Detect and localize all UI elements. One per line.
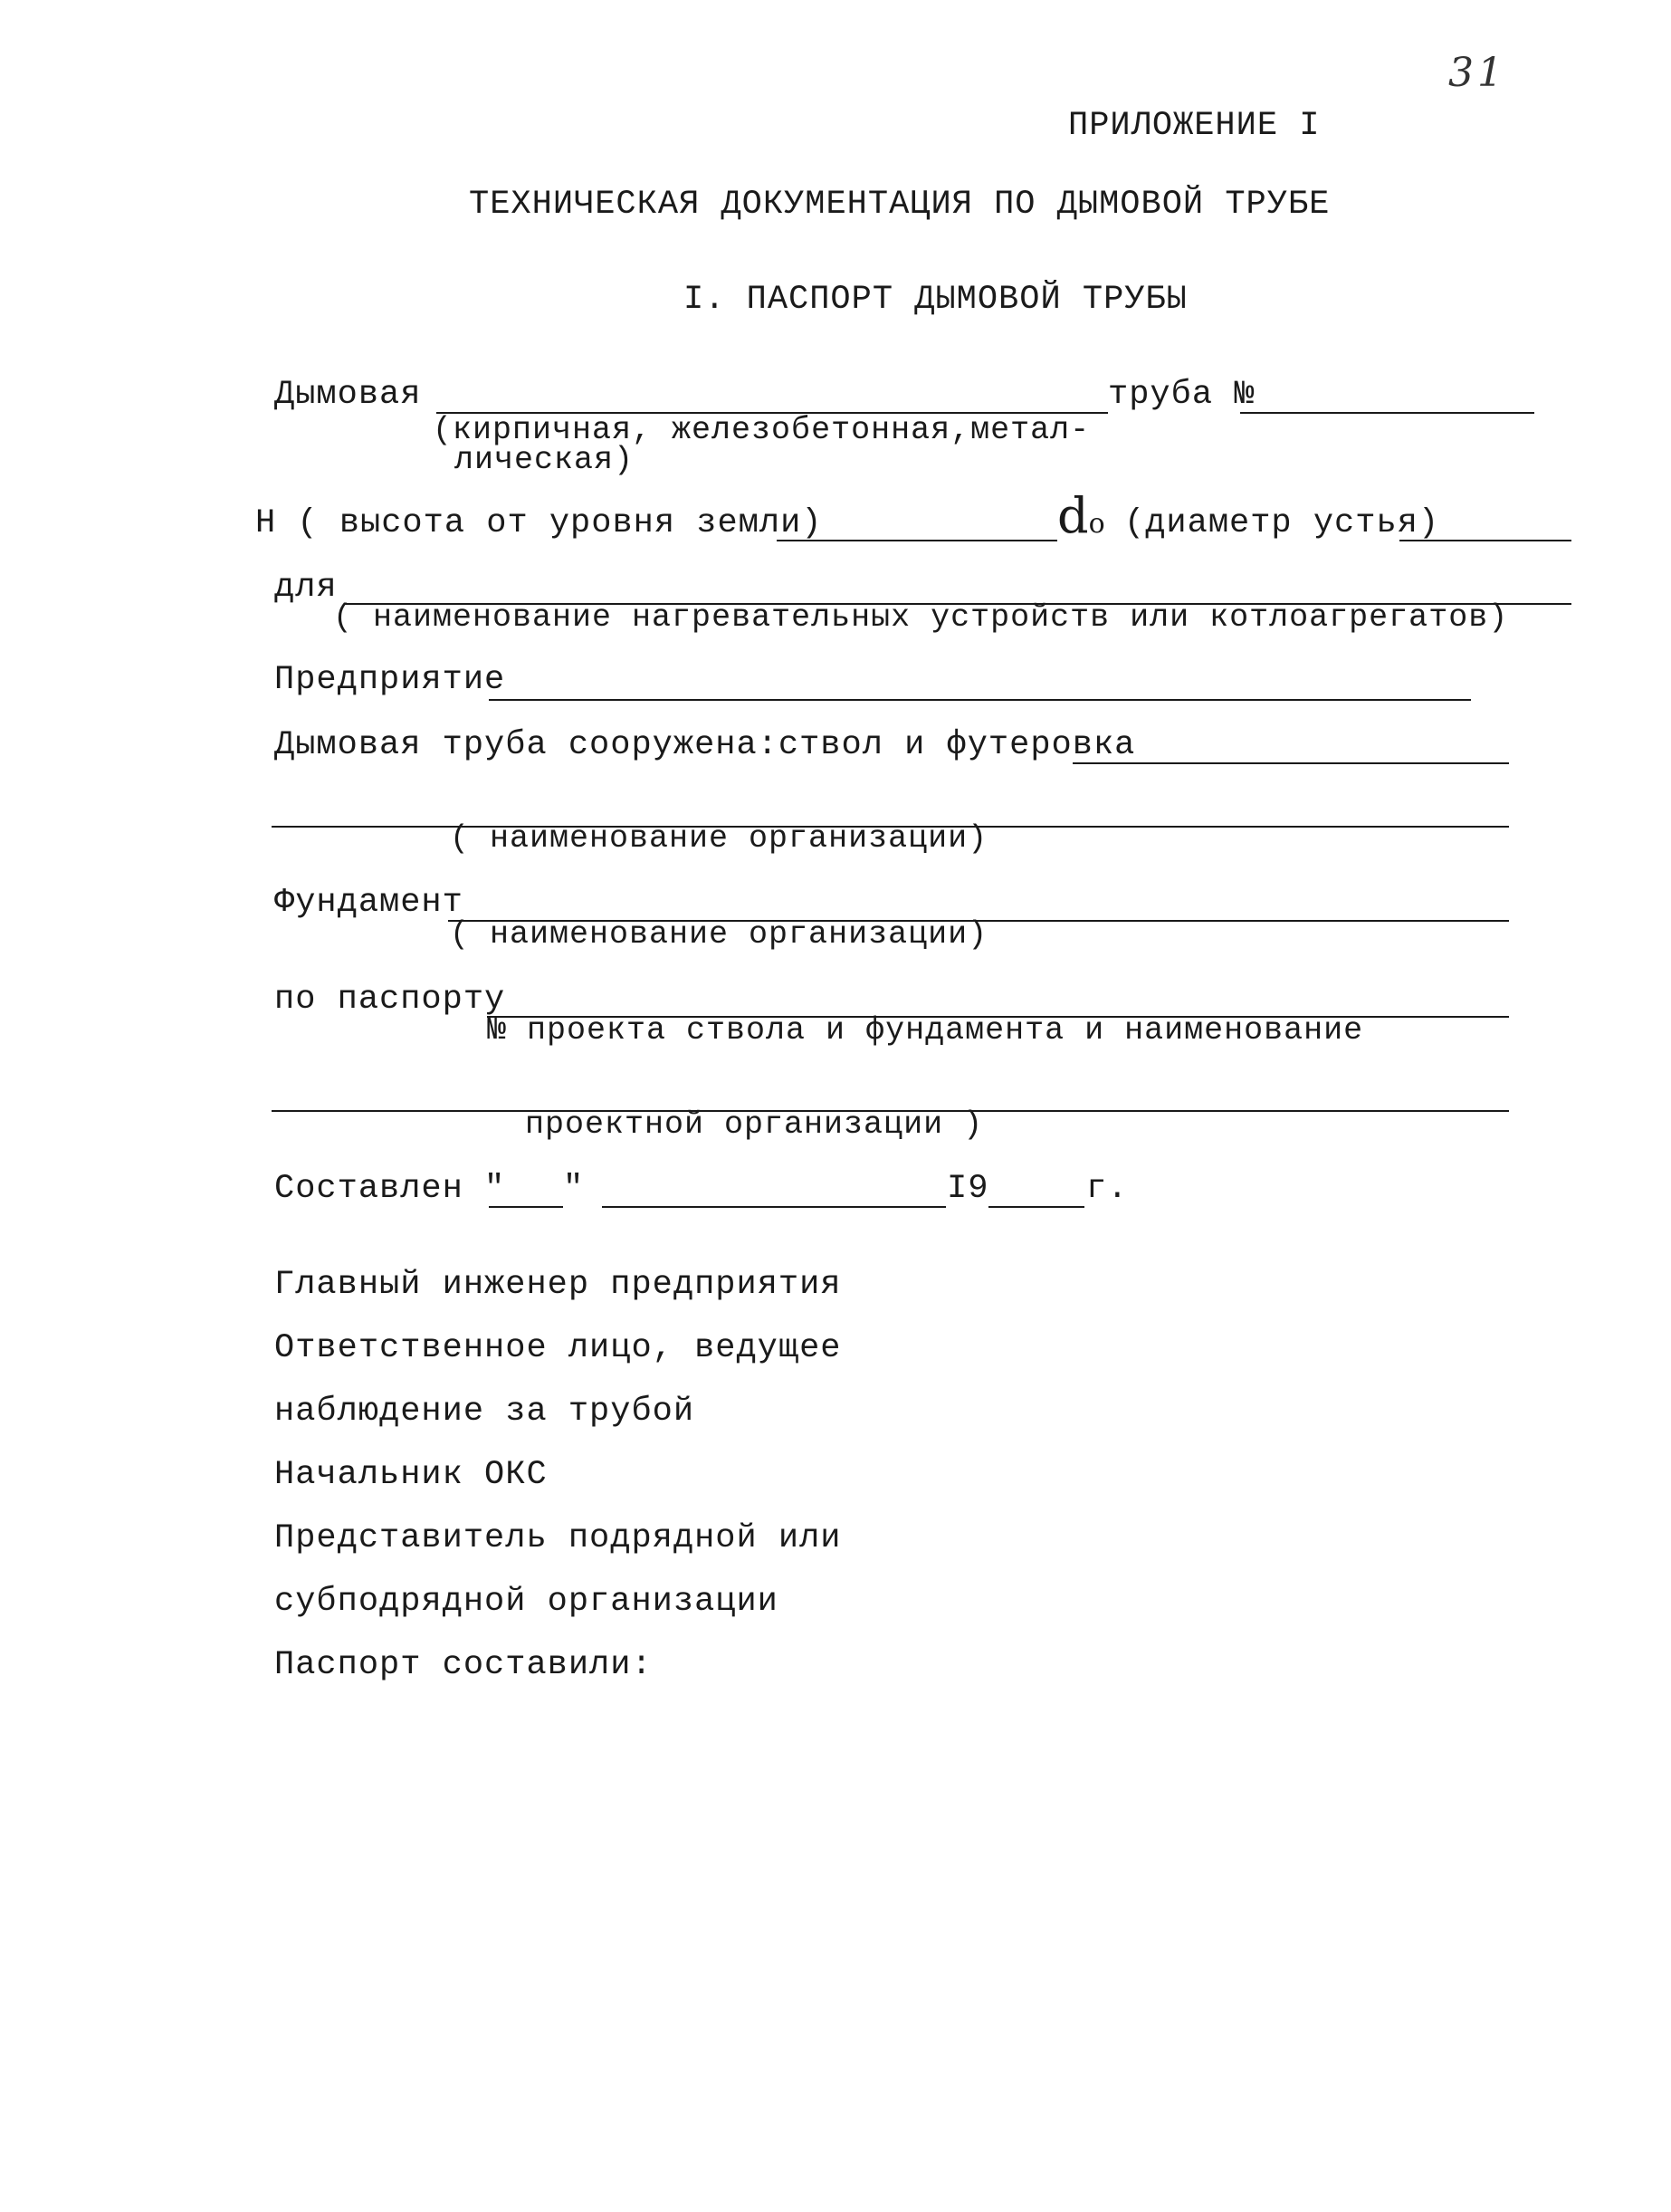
section-title: I. ПАСПОРТ ДЫМОВОЙ ТРУБЫ (683, 281, 1188, 319)
diameter-label: (диаметр устья) (1124, 504, 1440, 542)
diameter-d: d (1057, 487, 1089, 544)
year-prefix: I9 (947, 1170, 989, 1208)
day-line (489, 1206, 563, 1208)
height-line (777, 540, 1057, 541)
foundation-label: Фундамент (274, 884, 463, 922)
document-title: ТЕХНИЧЕСКАЯ ДОКУМЕНТАЦИЯ ПО ДЫМОВОЙ ТРУБЕ (469, 186, 1331, 224)
diameter-line (1399, 540, 1571, 541)
signatory-contractor: Представитель подрядной или (274, 1519, 842, 1557)
month-line (602, 1206, 946, 1208)
signatory-responsible-person-cont: наблюдение за трубой (274, 1393, 695, 1431)
signatory-chief-engineer: Главный инженер предприятия (274, 1266, 842, 1304)
diameter-subscript: o (1088, 508, 1105, 540)
project-hint-1: № проекта ствола и фундамента и наименование (487, 1012, 1364, 1049)
appendix-label: ПРИЛОЖЕНИЕ I (1068, 107, 1321, 145)
enterprise-label: Предприятие (274, 661, 506, 699)
signatory-responsible-person: Ответственное лицо, ведущее (274, 1329, 842, 1367)
page-number: 31 (1448, 50, 1506, 96)
height-label: Н ( высота от уровня земли) (255, 504, 823, 542)
signatory-compiled-by: Паспорт составили: (274, 1646, 653, 1684)
year-line (988, 1206, 1084, 1208)
year-suffix: г. (1086, 1170, 1129, 1208)
for-label: для (274, 569, 338, 607)
signatory-oks-head: Начальник ОКС (274, 1456, 548, 1494)
pipe-number-line (1240, 412, 1534, 414)
chimney-label: Дымовая (274, 376, 422, 414)
passport-label: по паспорту (274, 981, 506, 1019)
enterprise-line (489, 699, 1471, 701)
organisation-hint-2: ( наименование организации) (450, 916, 988, 953)
chimney-type-hint-2: лическая) (454, 442, 635, 478)
for-hint: ( наименование нагревательных устройств или котлоагрегатов) (333, 599, 1509, 636)
organisation-hint-1: ( наименование организации) (450, 820, 988, 857)
compiled-quote: " (563, 1170, 585, 1208)
chimney-type-hint-1: (кирпичная, железобетонная,метал- (433, 412, 1091, 448)
built-label: Дымовая труба сооружена:ствол и футеровка (274, 726, 1136, 764)
built-line (1073, 762, 1509, 764)
compiled-label: Составлен " (274, 1170, 506, 1208)
diameter-symbol (1057, 487, 1105, 544)
project-hint-2: проектной организации ) (525, 1106, 984, 1143)
signatory-contractor-cont: субподрядной организации (274, 1583, 778, 1621)
pipe-number-label: труба № (1108, 376, 1256, 414)
